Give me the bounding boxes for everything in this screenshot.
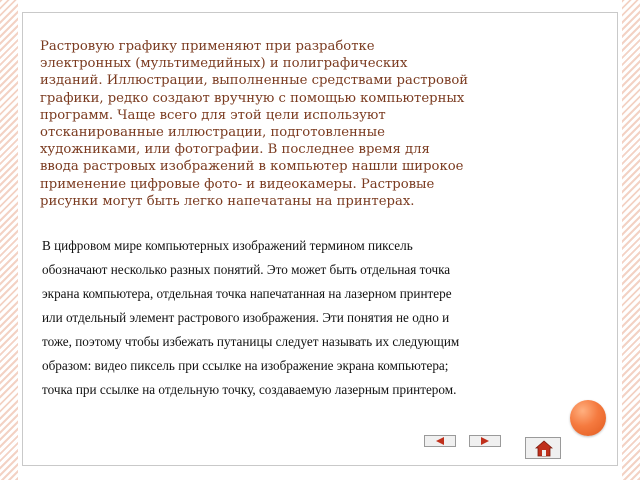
paragraph-pixel-definition: В цифровом мире компьютерных изображений термином пиксель обозначают несколько разных понятий. Это может быть отдельная точка экрана компьютера, отдельная точка напечатанная на лазерном принтере или отдельный элемент растрового изображения. Эти понятия не одно и тоже, поэтому чтобы избежать путаницы следует называть их следующим образом: видео пиксель при ссылке на изображение экрана компьютера; точка при ссылке на отдельную точку, создаваемую лазерным принтером. [42, 238, 460, 397]
previous-slide-button[interactable] [424, 435, 456, 447]
decorative-orb-icon [570, 400, 606, 436]
left-decorative-stripe [0, 0, 18, 480]
home-icon [535, 440, 553, 457]
triangle-left-icon [436, 437, 444, 445]
home-button[interactable] [525, 437, 561, 459]
paragraph-raster-usage: Растровую графику применяют при разработке электронных (мультимедийных) и полиграфических изданий. Иллюстрации, выполненные средствами растровой графики, редко создают вручную с помощью компьютерных программ. Чаще всего для этой цели используют отсканированные иллюстрации, подготовленные художниками, или фотографии. В последнее время для ввода растровых изображений в компьютер нашли широкое применение цифровые фото- и видеокамеры. Растровые рисунки могут быть легко напечатаны на принтерах. [40, 39, 469, 209]
right-decorative-stripe [622, 0, 640, 480]
triangle-right-icon [481, 437, 489, 445]
next-slide-button[interactable] [469, 435, 501, 447]
